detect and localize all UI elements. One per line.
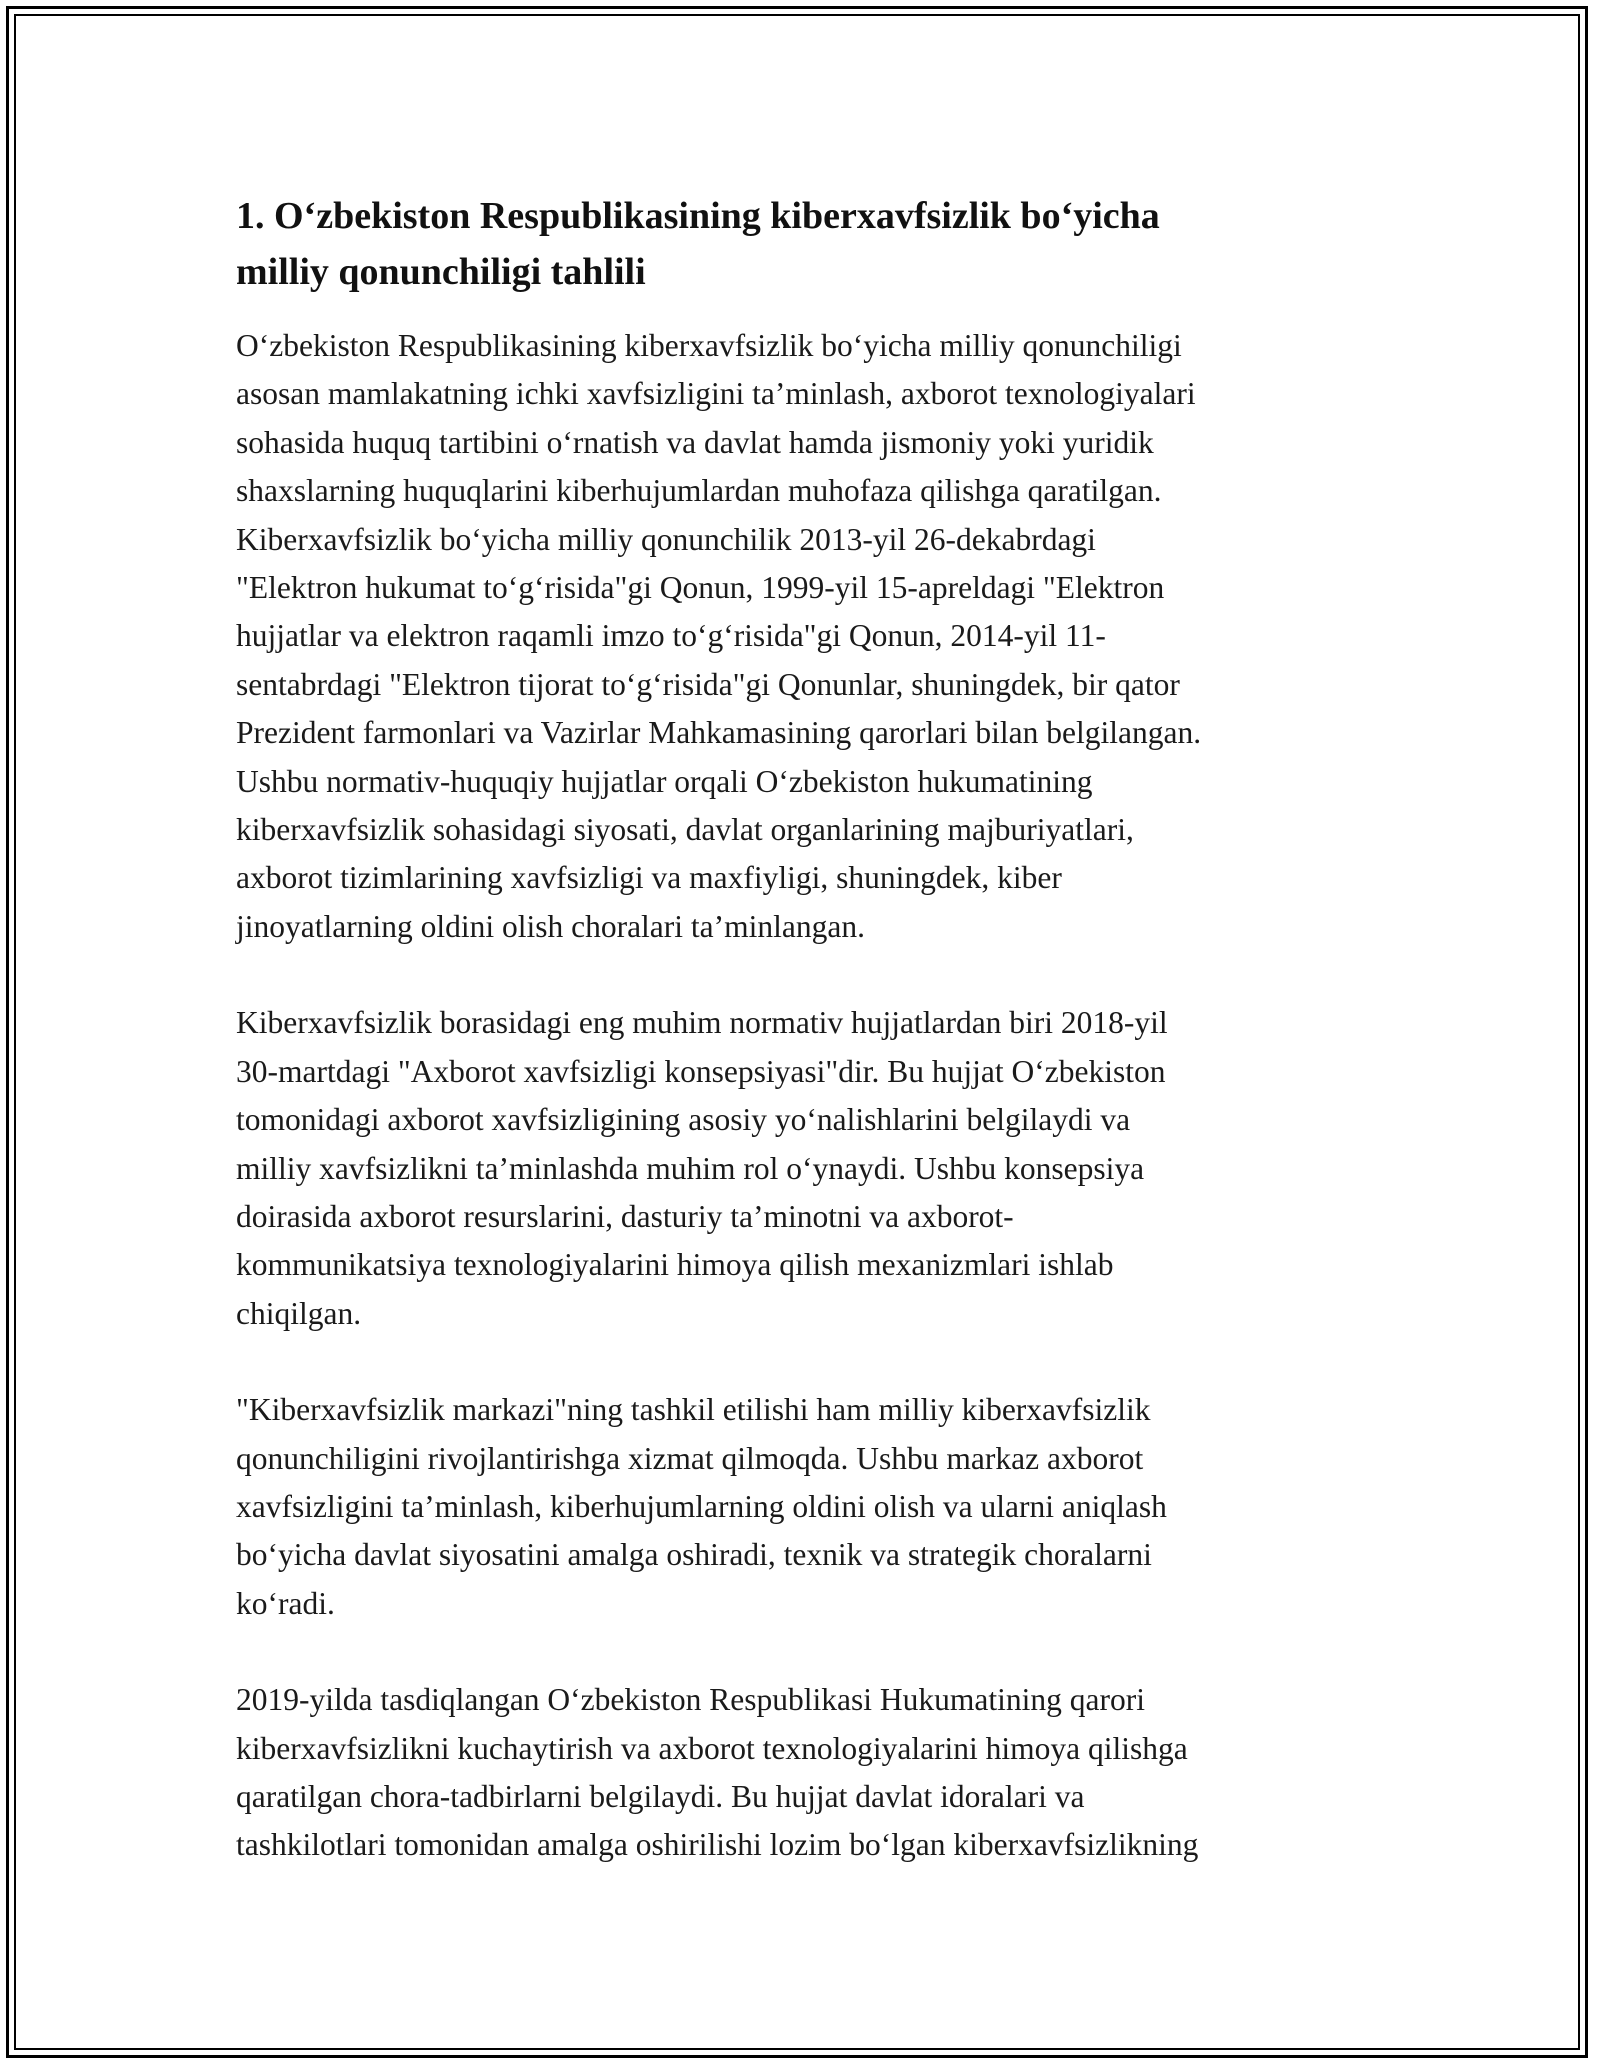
text-line: kiberxavfsizlik sohasidagi siyosati, davlat organlarining majburiyatlari, [236, 812, 1134, 848]
text-line: O‘zbekiston Respublikasining kiberxavfsizlik bo‘yicha milliy qonunchiligi [236, 328, 1182, 363]
text-line: Ushbu normativ-huquqiy hujjatlar orqali O‘zbekiston hukumatining [236, 763, 1093, 799]
text-line: jinoyatlarning oldini olish choralari ta’minlangan. [236, 908, 865, 944]
paragraph-cybersecurity-center [236, 1386, 1396, 1628]
text-line: xavfsizligini ta’minlash, kiberhujumlarning oldini olish va ularni aniqlash [236, 1488, 1167, 1524]
text-line: tashkilotlari tomonidan amalga oshirilishi lozim bo‘lgan kiberxavfsizlikning [236, 1827, 1199, 1863]
text-line: bo‘yicha davlat siyosatini amalga oshiradi, texnik va strategik choralarni [236, 1537, 1152, 1573]
text-line: kommunikatsiya texnologiyalarini himoya qilish mexanizmlari ishlab [236, 1247, 1114, 1283]
text-line: kiberxavfsizlikni kuchaytirish va axborot texnologiyalarini himoya qilishga [236, 1730, 1188, 1766]
paragraph-security-concept [236, 999, 1396, 1338]
text-line: asosan mamlakatning ichki xavfsizligini ta’minlash, axborot texnologiyalari [236, 376, 1196, 412]
section-heading [236, 188, 1396, 300]
paragraph-government-resolution [236, 1676, 1396, 1870]
text-line: sohasida huquq tartibini o‘rnatish va davlat hamda jismoniy yoki yuridik [236, 424, 1154, 460]
document-body [236, 188, 1396, 1918]
text-line: sentabrdagi "Elektron tijorat to‘g‘risida"gi Qonunlar, shuningdek, bir qator [236, 666, 1180, 702]
text-line: Kiberxavfsizlik borasidagi eng muhim normativ hujjatlardan biri 2018-yil [236, 1005, 1168, 1041]
text-line: chiqilgan. [236, 1295, 362, 1331]
text-line: qaratilgan chora-tadbirlarni belgilaydi. Bu hujjat davlat idoralari va [236, 1778, 1085, 1814]
text-line: milliy xavfsizlikni ta’minlashda muhim rol o‘ynaydi. Ushbu konsepsiya [236, 1150, 1145, 1186]
text-line: "Kiberxavfsizlik markazi"ning tashkil etilishi ham milliy kiberxavfsizlik [236, 1392, 1151, 1428]
text-line: axborot tizimlarining xavfsizligi va maxfiyligi, shuningdek, kiber [236, 860, 1062, 896]
text-line: 2019-yilda tasdiqlangan O‘zbekiston Respublikasi Hukumatining qarori [236, 1682, 1145, 1718]
text-line: doirasida axborot resurslarini, dasturiy ta’minotni va axborot- [236, 1198, 1014, 1234]
text-line: Prezident farmonlari va Vazirlar Mahkamasining qarorlari bilan belgilangan. [236, 715, 1202, 751]
text-line: shaxslarning huquqlarini kiberhujumlardan muhofaza qilishga qaratilgan. [236, 473, 1162, 509]
text-line: tomonidagi axborot xavfsizligining asosiy yo‘nalishlarini belgilaydi va [236, 1102, 1131, 1138]
heading-line: milliy qonunchiligi tahlili [236, 251, 646, 293]
paragraph-legislation-overview [236, 322, 1396, 951]
text-line: "Elektron hukumat to‘g‘risida"gi Qonun, 1999-yil 15-apreldagi "Elektron [236, 570, 1165, 606]
text-line: Kiberxavfsizlik bo‘yicha milliy qonunchilik 2013-yil 26-dekabrdagi [236, 521, 1096, 557]
text-line: hujjatlar va elektron raqamli imzo to‘g‘risida"gi Qonun, 2014-yil 11- [236, 618, 1106, 654]
text-line: 30-martdagi "Axborot xavfsizligi konsepsiyasi"dir. Bu hujjat O‘zbekiston [236, 1053, 1166, 1089]
text-line: qonunchiligini rivojlantirishga xizmat qilmoqda. Ushbu markaz axborot [236, 1440, 1144, 1476]
text-line: ko‘radi. [236, 1585, 335, 1621]
heading-line: 1. O‘zbekiston Respublikasining kiberxavfsizlik bo‘yicha [236, 195, 1160, 237]
